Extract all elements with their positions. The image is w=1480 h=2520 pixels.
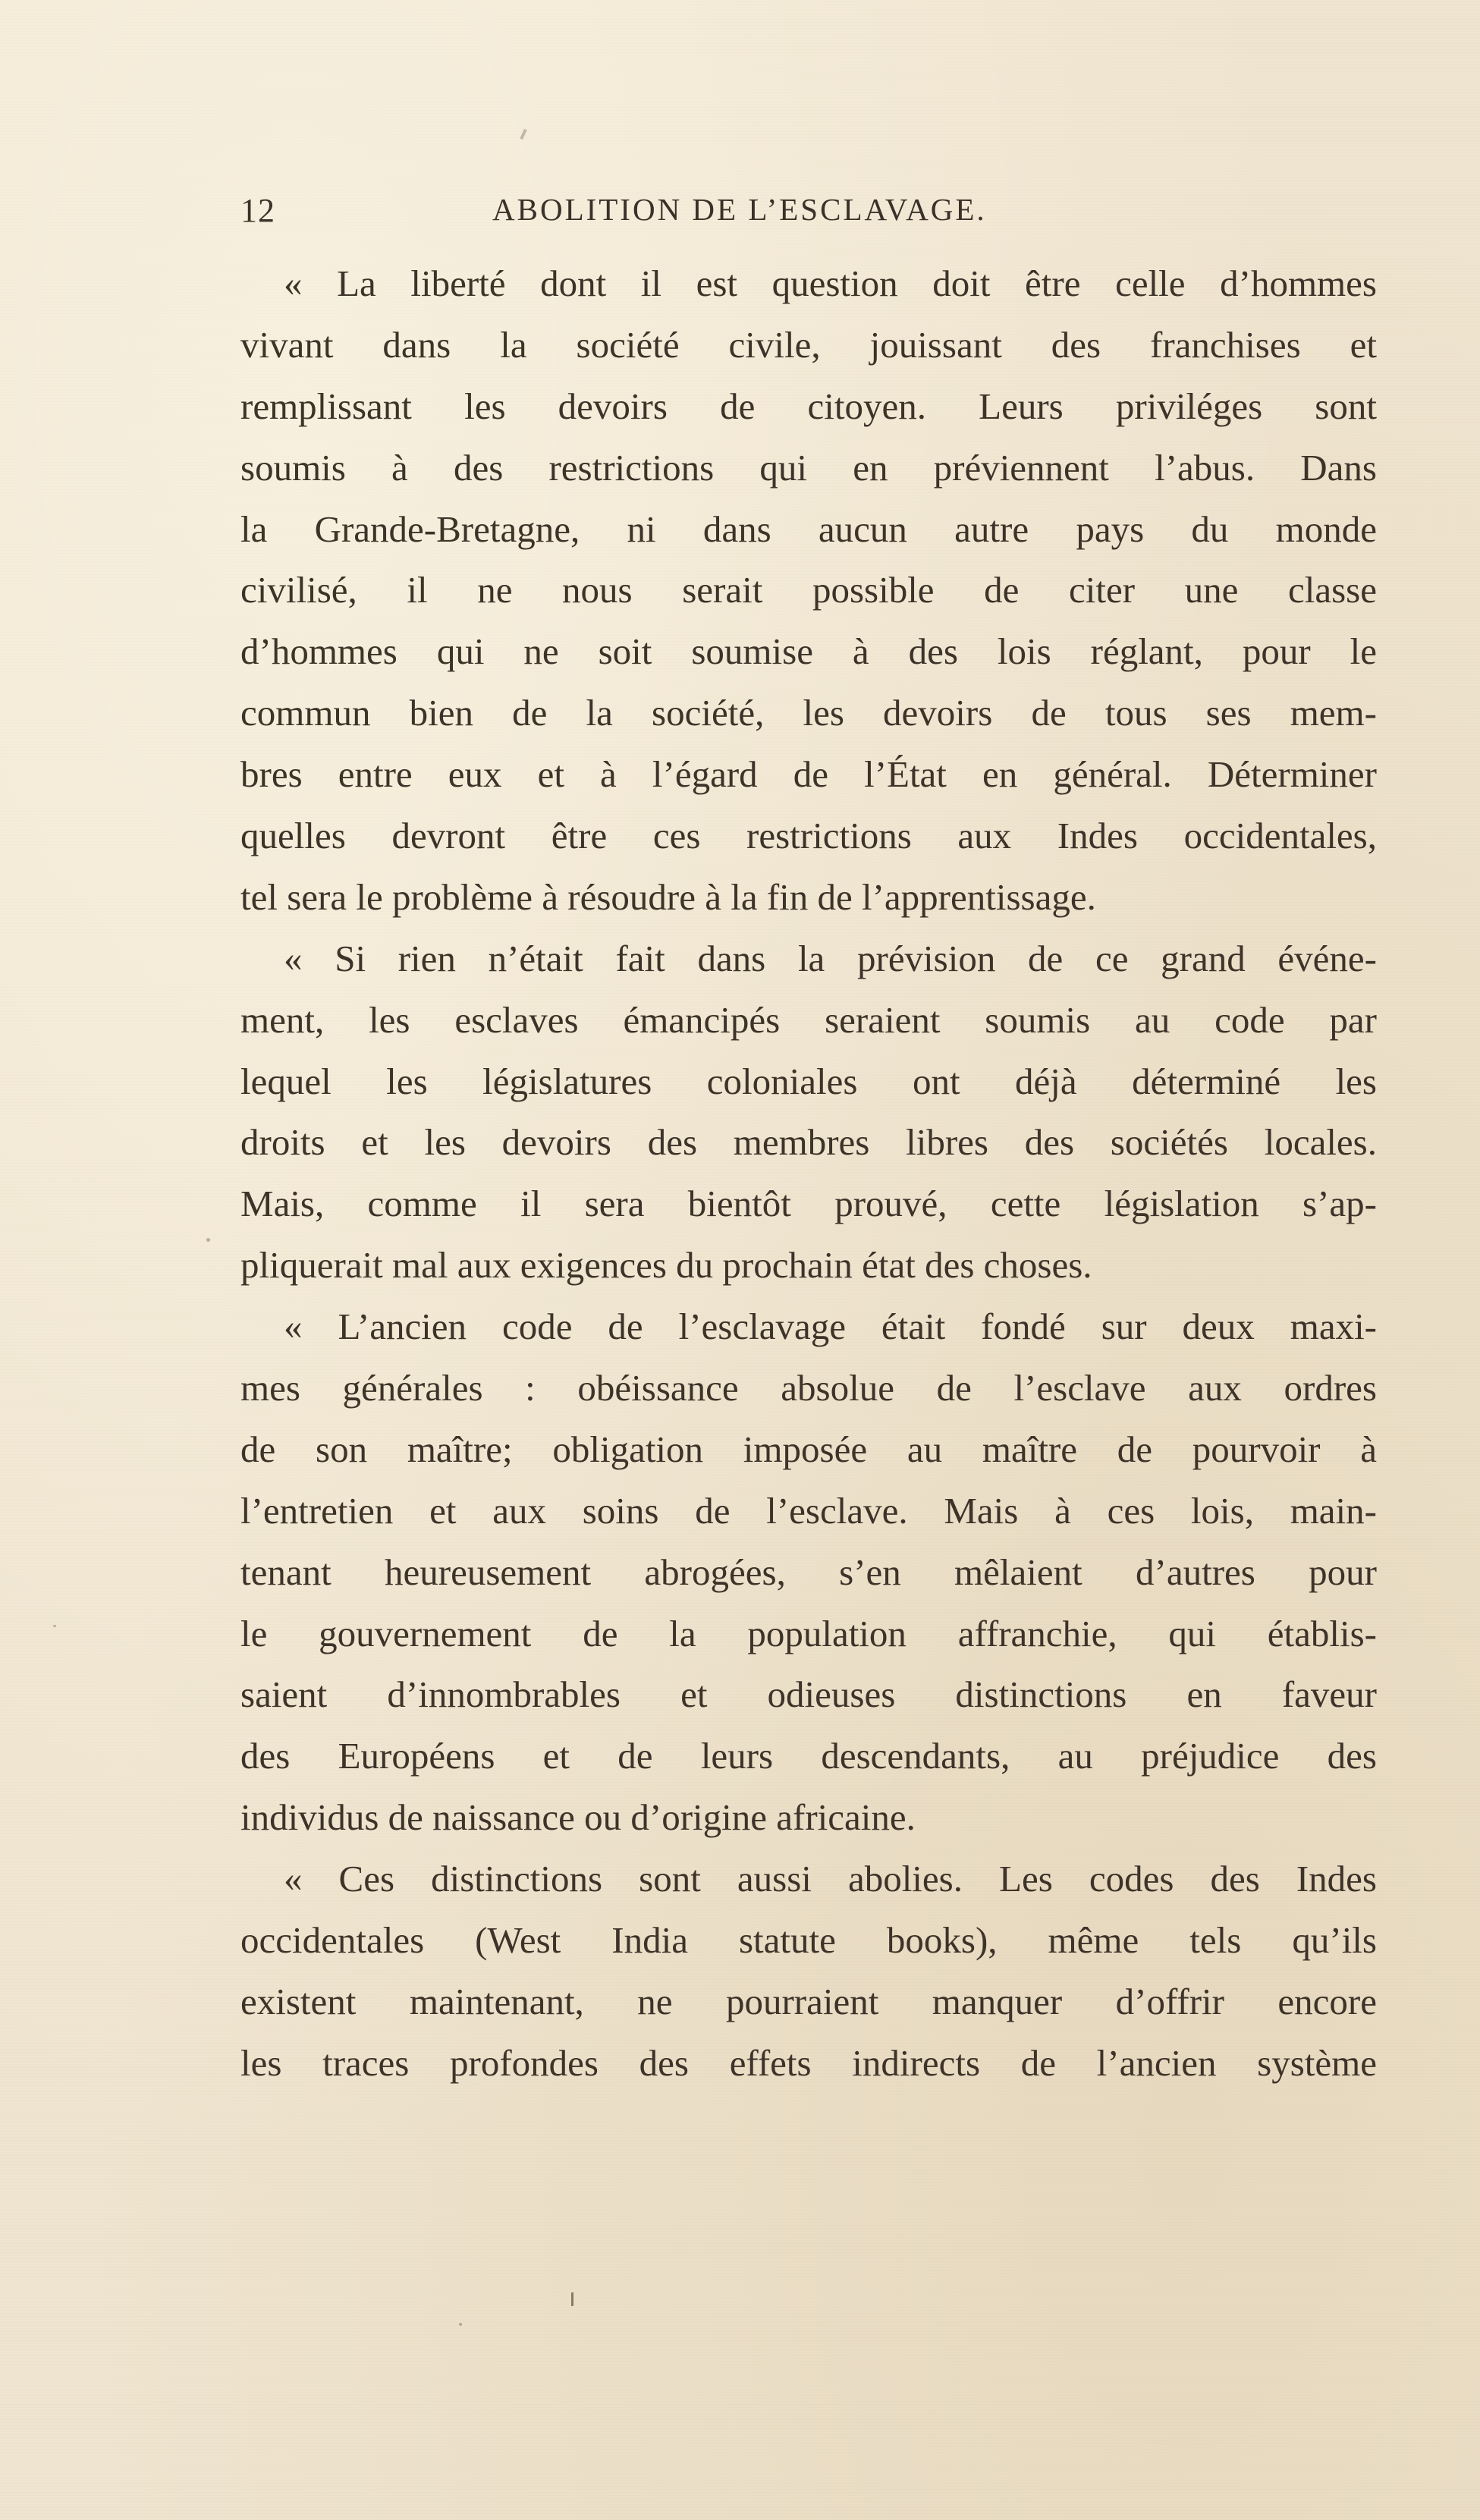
- paper-speck: [206, 1238, 210, 1242]
- text-line: individus de naissance ou d’origine africaine.: [240, 1796, 916, 1839]
- running-title: ABOLITION DE L’ESCLAVAGE.: [492, 192, 987, 227]
- text-line: bres entre eux et à l’égard de l’État en général. Déterminer: [240, 753, 1377, 796]
- text-line: tel sera le problème à résoudre à la fin de l’apprentissage.: [240, 875, 1096, 918]
- text-line: lequel les législatures coloniales ont déjà déterminé les: [240, 1060, 1377, 1102]
- paper-speck: [459, 2323, 462, 2326]
- text-line: mes générales : obéissance absolue de l’esclave aux ordres: [240, 1367, 1377, 1409]
- text-line: vivant dans la société civile, jouissant des franchises et: [240, 323, 1377, 366]
- text-line: occidentales (West India statute books), même tels qu’ils: [240, 1919, 1377, 1962]
- text-line: Mais, comme il sera bientôt prouvé, cette législation s’ap-: [240, 1183, 1377, 1225]
- text-line: quelles devront être ces restrictions aux Indes occidentales,: [240, 815, 1377, 857]
- text-line: des Européens et de leurs descendants, au préjudice des: [240, 1735, 1377, 1777]
- text-line: les traces profondes des effets indirects de l’ancien système: [240, 2041, 1377, 2084]
- text-line: « Ces distinctions sont aussi abolies. Les codes des Indes: [284, 1858, 1377, 1900]
- page-number: 12: [240, 192, 275, 229]
- text-line: « L’ancien code de l’esclavage était fondé sur deux maxi-: [284, 1306, 1377, 1348]
- paper-blemish: [571, 2292, 573, 2306]
- text-line: remplissant les devoirs de citoyen. Leurs priviléges sont: [240, 385, 1377, 427]
- text-line: l’entretien et aux soins de l’esclave. Mais à ces lois, main-: [240, 1489, 1377, 1532]
- text-line: saient d’innombrables et odieuses distinctions en faveur: [240, 1673, 1377, 1716]
- text-line: le gouvernement de la population affranchie, qui établis-: [240, 1612, 1377, 1654]
- text-line: tenant heureusement abrogées, s’en mêlaient d’autres pour: [240, 1551, 1377, 1593]
- paper-speck: [53, 1625, 56, 1627]
- text-line: ment, les esclaves émancipés seraient soumis au code par: [240, 998, 1377, 1041]
- text-line: soumis à des restrictions qui en préviennent l’abus. Dans: [240, 446, 1377, 489]
- running-head: [240, 191, 1130, 244]
- paper-blemish: [520, 129, 527, 140]
- text-line: « Si rien n’était fait dans la prévision de ce grand événe-: [284, 937, 1377, 979]
- text-line: « La liberté dont il est question doit être celle d’hommes: [284, 262, 1377, 304]
- text-line: pliquerait mal aux exigences du prochain état des choses.: [240, 1244, 1092, 1287]
- text-line: commun bien de la société, les devoirs de tous ses mem-: [240, 692, 1377, 734]
- body-text: [240, 253, 1377, 2094]
- text-line: de son maître; obligation imposée au maître de pourvoir à: [240, 1428, 1377, 1470]
- text-line: droits et les devoirs des membres libres des sociétés locales.: [240, 1121, 1377, 1164]
- text-line: civilisé, il ne nous serait possible de citer une classe: [240, 569, 1377, 611]
- text-line: d’hommes qui ne soit soumise à des lois réglant, pour le: [240, 630, 1377, 673]
- text-line: la Grande-Bretagne, ni dans aucun autre pays du monde: [240, 507, 1377, 550]
- text-line: existent maintenant, ne pourraient manquer d’offrir encore: [240, 1980, 1377, 2022]
